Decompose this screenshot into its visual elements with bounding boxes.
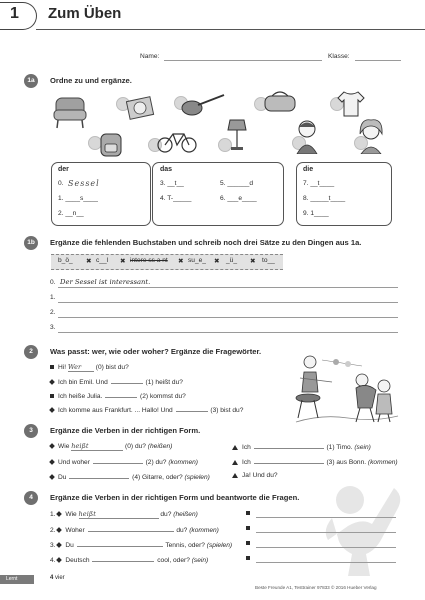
- ex4-answer-line-4[interactable]: [256, 562, 396, 563]
- footer-tab-label: Lernt: [6, 576, 18, 582]
- tshirt-icon: [336, 90, 366, 118]
- ex4-answer-line-2[interactable]: [256, 532, 396, 533]
- ex4-answer-marker: [246, 556, 250, 560]
- sentence-line-label-2: 2.: [50, 309, 56, 316]
- letter-strip-separator: ✖: [86, 258, 92, 265]
- sentence-line-label-0: 0.: [50, 279, 56, 286]
- ex4-item-2: 2. Woher du? (kommen): [50, 527, 219, 534]
- class-field[interactable]: [355, 60, 401, 61]
- word-box-item[interactable]: 1. ____s____: [58, 195, 98, 202]
- ex2-item-0: Hi! Wer (0) bist du?: [50, 363, 129, 372]
- sentence-line-1[interactable]: [58, 302, 398, 303]
- lamp-icon: [226, 118, 248, 152]
- letter-strip-separator: ✖: [250, 258, 256, 265]
- section-title-1b: Ergänze die fehlenden Buchstaben und schreib noch drei Sätze zu den Dingen aus 1a.: [50, 238, 362, 247]
- word-box-item: 0.: [58, 180, 64, 187]
- sentence-line-2[interactable]: [58, 317, 398, 318]
- ex3-blank-4[interactable]: [69, 472, 129, 479]
- section-number-3: 3: [24, 424, 38, 438]
- ex3-blank-2[interactable]: [93, 457, 143, 464]
- ex4-item-1: 1. Wie heißt du? (heißen): [50, 510, 198, 518]
- section-title-3: Ergänze die Verben in der richtigen Form.: [50, 426, 201, 435]
- section-title-1a: Ordne zu und ergänze.: [50, 76, 132, 85]
- word-box-example-answer: Sessel: [68, 179, 100, 188]
- sentence-line-0: [58, 287, 398, 288]
- ex3-right-item-1: Ich (3) aus Bonn. (kommen): [232, 457, 398, 466]
- ex4-example-answer: heißt: [79, 510, 159, 519]
- letter-strip-word: c__l: [96, 257, 109, 264]
- ex3-right-item-0: Ich (1) Timo. (sein): [232, 442, 371, 451]
- ex4-blank-2[interactable]: [88, 525, 174, 532]
- letter-strip-word: to__: [262, 257, 275, 264]
- ex3-example-answer: heißt: [71, 442, 123, 451]
- word-box-item[interactable]: 8. _____t____: [303, 195, 346, 202]
- word-box-heading-die: die: [303, 166, 314, 173]
- letter-strip-word-used: intere ss a nt: [130, 257, 168, 264]
- ex2-blank-2[interactable]: [105, 391, 137, 398]
- ex2-item-1: Ich bin Emil. Und (1) heißt du?: [50, 377, 183, 386]
- letter-strip-separator: ✖: [120, 258, 126, 265]
- name-label: Name:: [140, 53, 160, 60]
- ex4-answer-marker: [246, 511, 250, 515]
- class-label: Klasse:: [328, 53, 350, 60]
- name-field[interactable]: [164, 60, 322, 61]
- letter-strip-word: su_e_: [188, 257, 206, 264]
- ex4-answer-marker: [246, 526, 250, 530]
- cd-icon: [126, 96, 156, 120]
- sentence-example-answer: Der Sessel ist interessant.: [60, 278, 151, 286]
- page-header: [0, 0, 425, 30]
- ex4-answer-line-3[interactable]: [256, 547, 396, 548]
- letter-strip-separator: ✖: [214, 258, 220, 265]
- ex2-item-3: Ich komme aus Frankfurt. ... Hallo! Und (3) bist du?: [50, 405, 243, 414]
- ex2-blank-1[interactable]: [111, 377, 143, 384]
- bag-icon: [262, 88, 298, 114]
- section-number-2: 2: [24, 345, 38, 359]
- word-box-heading-der: der: [58, 166, 69, 173]
- ex4-answer-line-1[interactable]: [256, 517, 396, 518]
- ex3-left-item-0: Wie heißt (0) du? (heißen): [50, 442, 172, 451]
- letter-strip-word: b_ö_: [58, 257, 73, 264]
- ex2-item-2: Ich heiße Julia. (2) kommst du?: [50, 391, 186, 400]
- decorative-figure-watermark: [312, 478, 412, 578]
- armchair-icon: [52, 94, 88, 130]
- word-box-item[interactable]: 4. T-_____: [160, 195, 192, 202]
- section-title-4: Ergänze die Verben in der richtigen Form und beantworte die Fragen.: [50, 493, 300, 502]
- barbecue-people-illustration: [292, 352, 400, 424]
- page-title: Zum Üben: [48, 5, 122, 22]
- ex3-left-item-2: Du (4) Gitarre, oder? (spielen): [50, 472, 210, 481]
- guitar-icon: [180, 92, 226, 118]
- ex4-item-4: 4. Deutsch cool, oder? (sein): [50, 557, 209, 564]
- footer-credit: Beste Freunde A1, Testtrainer 97833 © 2016 Hueber Verlag: [255, 585, 377, 590]
- word-box-item[interactable]: 3. __t__: [160, 180, 184, 187]
- ex3-blank-3[interactable]: [254, 457, 324, 464]
- letter-strip-separator: ✖: [178, 258, 184, 265]
- ex4-blank-4[interactable]: [92, 555, 154, 562]
- section-number-1a: 1a: [24, 74, 38, 88]
- sentence-line-label-1: 1.: [50, 294, 56, 301]
- chapter-number: 1: [10, 5, 19, 22]
- ex2-blank-3[interactable]: [176, 405, 208, 412]
- header-rule: [36, 29, 425, 30]
- section-number-1b: 1b: [24, 236, 38, 250]
- boy-icon: [294, 118, 320, 154]
- word-box-item[interactable]: 7. __t____: [303, 180, 335, 187]
- ex3-blank-1[interactable]: [254, 442, 324, 449]
- word-box-item[interactable]: 9. 1____: [303, 210, 329, 217]
- word-box-item[interactable]: 2. __n__: [58, 210, 84, 217]
- letter-strip-word: _ü_: [226, 257, 238, 264]
- ex2-example-answer: Wer: [68, 363, 94, 372]
- ex3-left-item-1: Und woher (2) du? (kommen): [50, 457, 198, 466]
- section-title-2: Was passt: wer, wie oder woher? Ergänze die Fragewörter.: [50, 347, 262, 356]
- ex4-answer-marker: [246, 541, 250, 545]
- word-box-item[interactable]: 6. ___e____: [220, 195, 257, 202]
- section-number-4: 4: [24, 491, 38, 505]
- word-box-heading-das: das: [160, 166, 173, 173]
- word-box-item[interactable]: 5. ______d: [220, 180, 254, 187]
- page-number: 4 vier: [50, 575, 65, 581]
- sentence-line-3[interactable]: [58, 332, 398, 333]
- sentence-line-label-3: 3.: [50, 324, 56, 331]
- ex3-right-item-2: Ja! Und du?: [232, 472, 278, 479]
- ex4-blank-3[interactable]: [77, 540, 163, 547]
- bicycle-icon: [156, 126, 198, 154]
- backpack-icon: [96, 128, 126, 158]
- girl-icon: [356, 118, 386, 154]
- ex4-item-3: 3. Du Tennis, oder? (spielen): [50, 542, 233, 549]
